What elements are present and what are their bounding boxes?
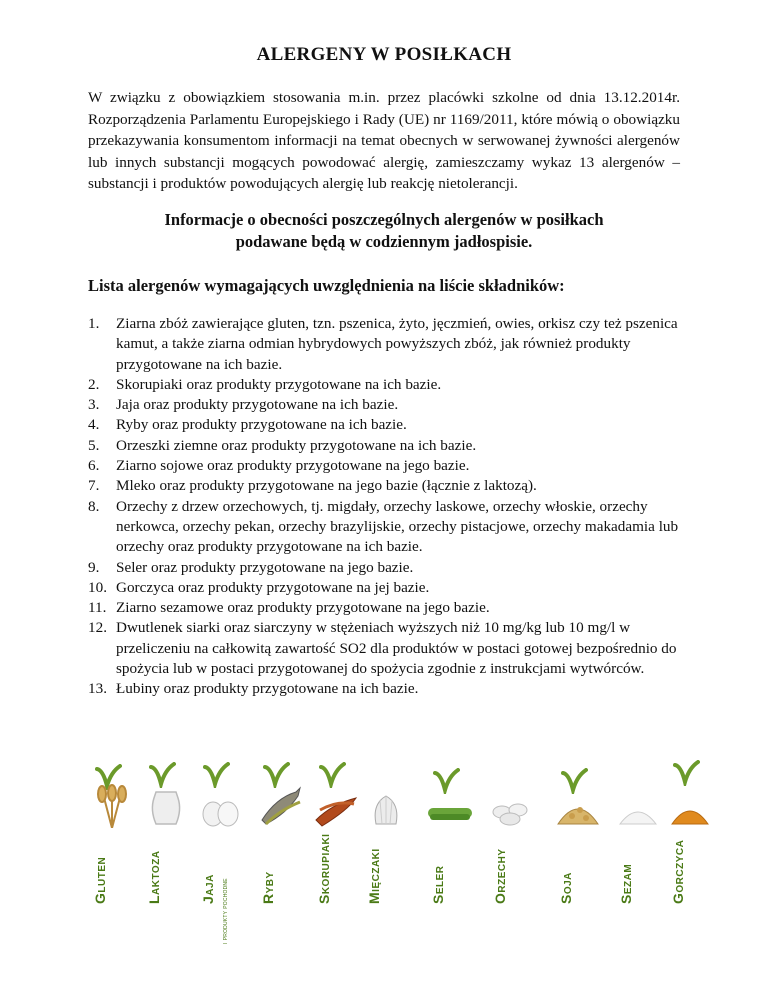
milk-jug-icon: [142, 784, 190, 828]
allergen-gluten: [86, 750, 142, 994]
allergen-lactose: [140, 750, 196, 994]
allergen-eggs: [194, 750, 250, 994]
shrimp-icon: [312, 784, 360, 828]
allergen-list: [88, 314, 680, 700]
list-item: 13. Łubiny oraz produkty przygotowane na ich bazie.: [88, 680, 419, 698]
info-line-1: Informacje o obecności poszczególnych alergenów w posiłkach: [164, 210, 604, 229]
allergen-label: Ryby: [260, 871, 276, 904]
allergen-label: Soja: [558, 872, 574, 904]
list-item: 11. Ziarno sezamowe oraz produkty przygotowane na jego bazie.: [88, 599, 490, 617]
fish-icon: [256, 784, 304, 828]
allergen-label: Gluten: [92, 856, 108, 904]
list-heading: Lista alergenów wymagających uwzględnienia na liście składników:: [88, 276, 565, 295]
nuts-icon: [488, 784, 536, 828]
allergen-label: Skorupiaki: [316, 833, 332, 904]
soy-icon: [554, 784, 602, 828]
allergen-mustard: [664, 750, 720, 994]
page-title: ALERGENY W POSIŁKACH: [256, 44, 512, 65]
allergen-label: Gorczyca: [670, 839, 686, 904]
info-line-2: podawane będą w codziennym jadłospisie.: [235, 232, 533, 251]
shell-icon: [362, 784, 410, 828]
list-item: 4. Ryby oraz produkty przygotowane na ich bazie.: [88, 416, 407, 434]
info-note: [88, 209, 680, 253]
allergen-fish: [254, 750, 310, 994]
eggs-icon: [196, 784, 244, 828]
list-item: 2. Skorupiaki oraz produkty przygotowane na ich bazie.: [88, 375, 442, 393]
list-item: 8. Orzechy z drzew orzechowych, tj. migdały, orzechy laskowe, orzechy włoskie, orzechy nerkowca, orzechy pekan, orzechy brazylijskie, orzechy pistacjowe, orzechy makadamia lub orzechy oraz produkty przygotowane na ich bazie.: [88, 497, 679, 556]
allergen-molluscs: [360, 750, 416, 994]
list-item: 10. Gorczyca oraz produkty przygotowane na jej bazie.: [88, 578, 430, 596]
list-item: 1. Ziarna zbóż zawierające gluten, tzn. pszenica, żyto, jęczmień, owies, orkisz czy też pszenica kamut, a także ziarna odmian hybrydowych powyższych zbóż, jak również produkty przygotowane na ich bazie.: [88, 315, 678, 373]
list-item: 5. Orzeszki ziemne oraz produkty przygotowane na ich bazie.: [88, 436, 477, 454]
list-item: 3. Jaja oraz produkty przygotowane na ich bazie.: [88, 396, 399, 414]
celery-icon: [426, 784, 474, 828]
allergen-label: Laktoza: [146, 850, 162, 904]
mustard-icon: [666, 784, 714, 828]
allergen-label: Mięczaki: [366, 848, 382, 904]
allergen-crustaceans: [310, 750, 366, 994]
check-icon: [672, 760, 700, 786]
allergen-label: Orzechy: [492, 848, 508, 904]
allergen-label: Sezam: [618, 863, 634, 904]
allergen-soy: [552, 750, 608, 994]
sesame-icon: [614, 784, 662, 828]
allergen-icons-strip: [0, 750, 768, 994]
allergen-label: Seler: [430, 865, 446, 904]
list-item: 6. Ziarno sojowe oraz produkty przygotowane na jego bazie.: [88, 457, 470, 475]
allergen-label: Jaja: [200, 874, 216, 904]
wheat-icon: [88, 784, 136, 828]
intro-paragraph: W związku z obowiązkiem stosowania m.in. przez placówki szkolne od dnia 13.12.2014r. Rozporządzenia Parlamentu Europejskiego i Rady (UE) nr 1169/2011, które mówią o obowiązku przekazywania konsumentom informacji na temat obecnych w serwowanej żywności alergenów lub innych substancji mogących powodować alergię, zamieszczamy wykaz 13 alergenów – substancji i produktów powodujących alergię lub reakcję nietolerancji.: [88, 89, 680, 193]
allergen-celery: [424, 750, 480, 994]
list-item: 12. Dwutlenek siarki oraz siarczyny w stężeniach wyższych niż 10 mg/kg lub 10 mg/l w przeliczeniu na całkowitą zawartość SO2 dla produktów w postaci gotowej bezpośrednio do spożycia lub w postaci przygotowanej do spożycia zgodnie z instrukcjami wytwórców.: [88, 619, 677, 678]
allergen-sublabel: i produkty pochodne: [222, 878, 229, 944]
allergen-sesame: [612, 750, 668, 994]
allergen-nuts: [486, 750, 542, 994]
list-item: 7. Mleko oraz produkty przygotowane na jego bazie (łącznie z laktozą).: [88, 477, 537, 495]
list-item: 9. Seler oraz produkty przygotowane na jego bazie.: [88, 558, 414, 576]
